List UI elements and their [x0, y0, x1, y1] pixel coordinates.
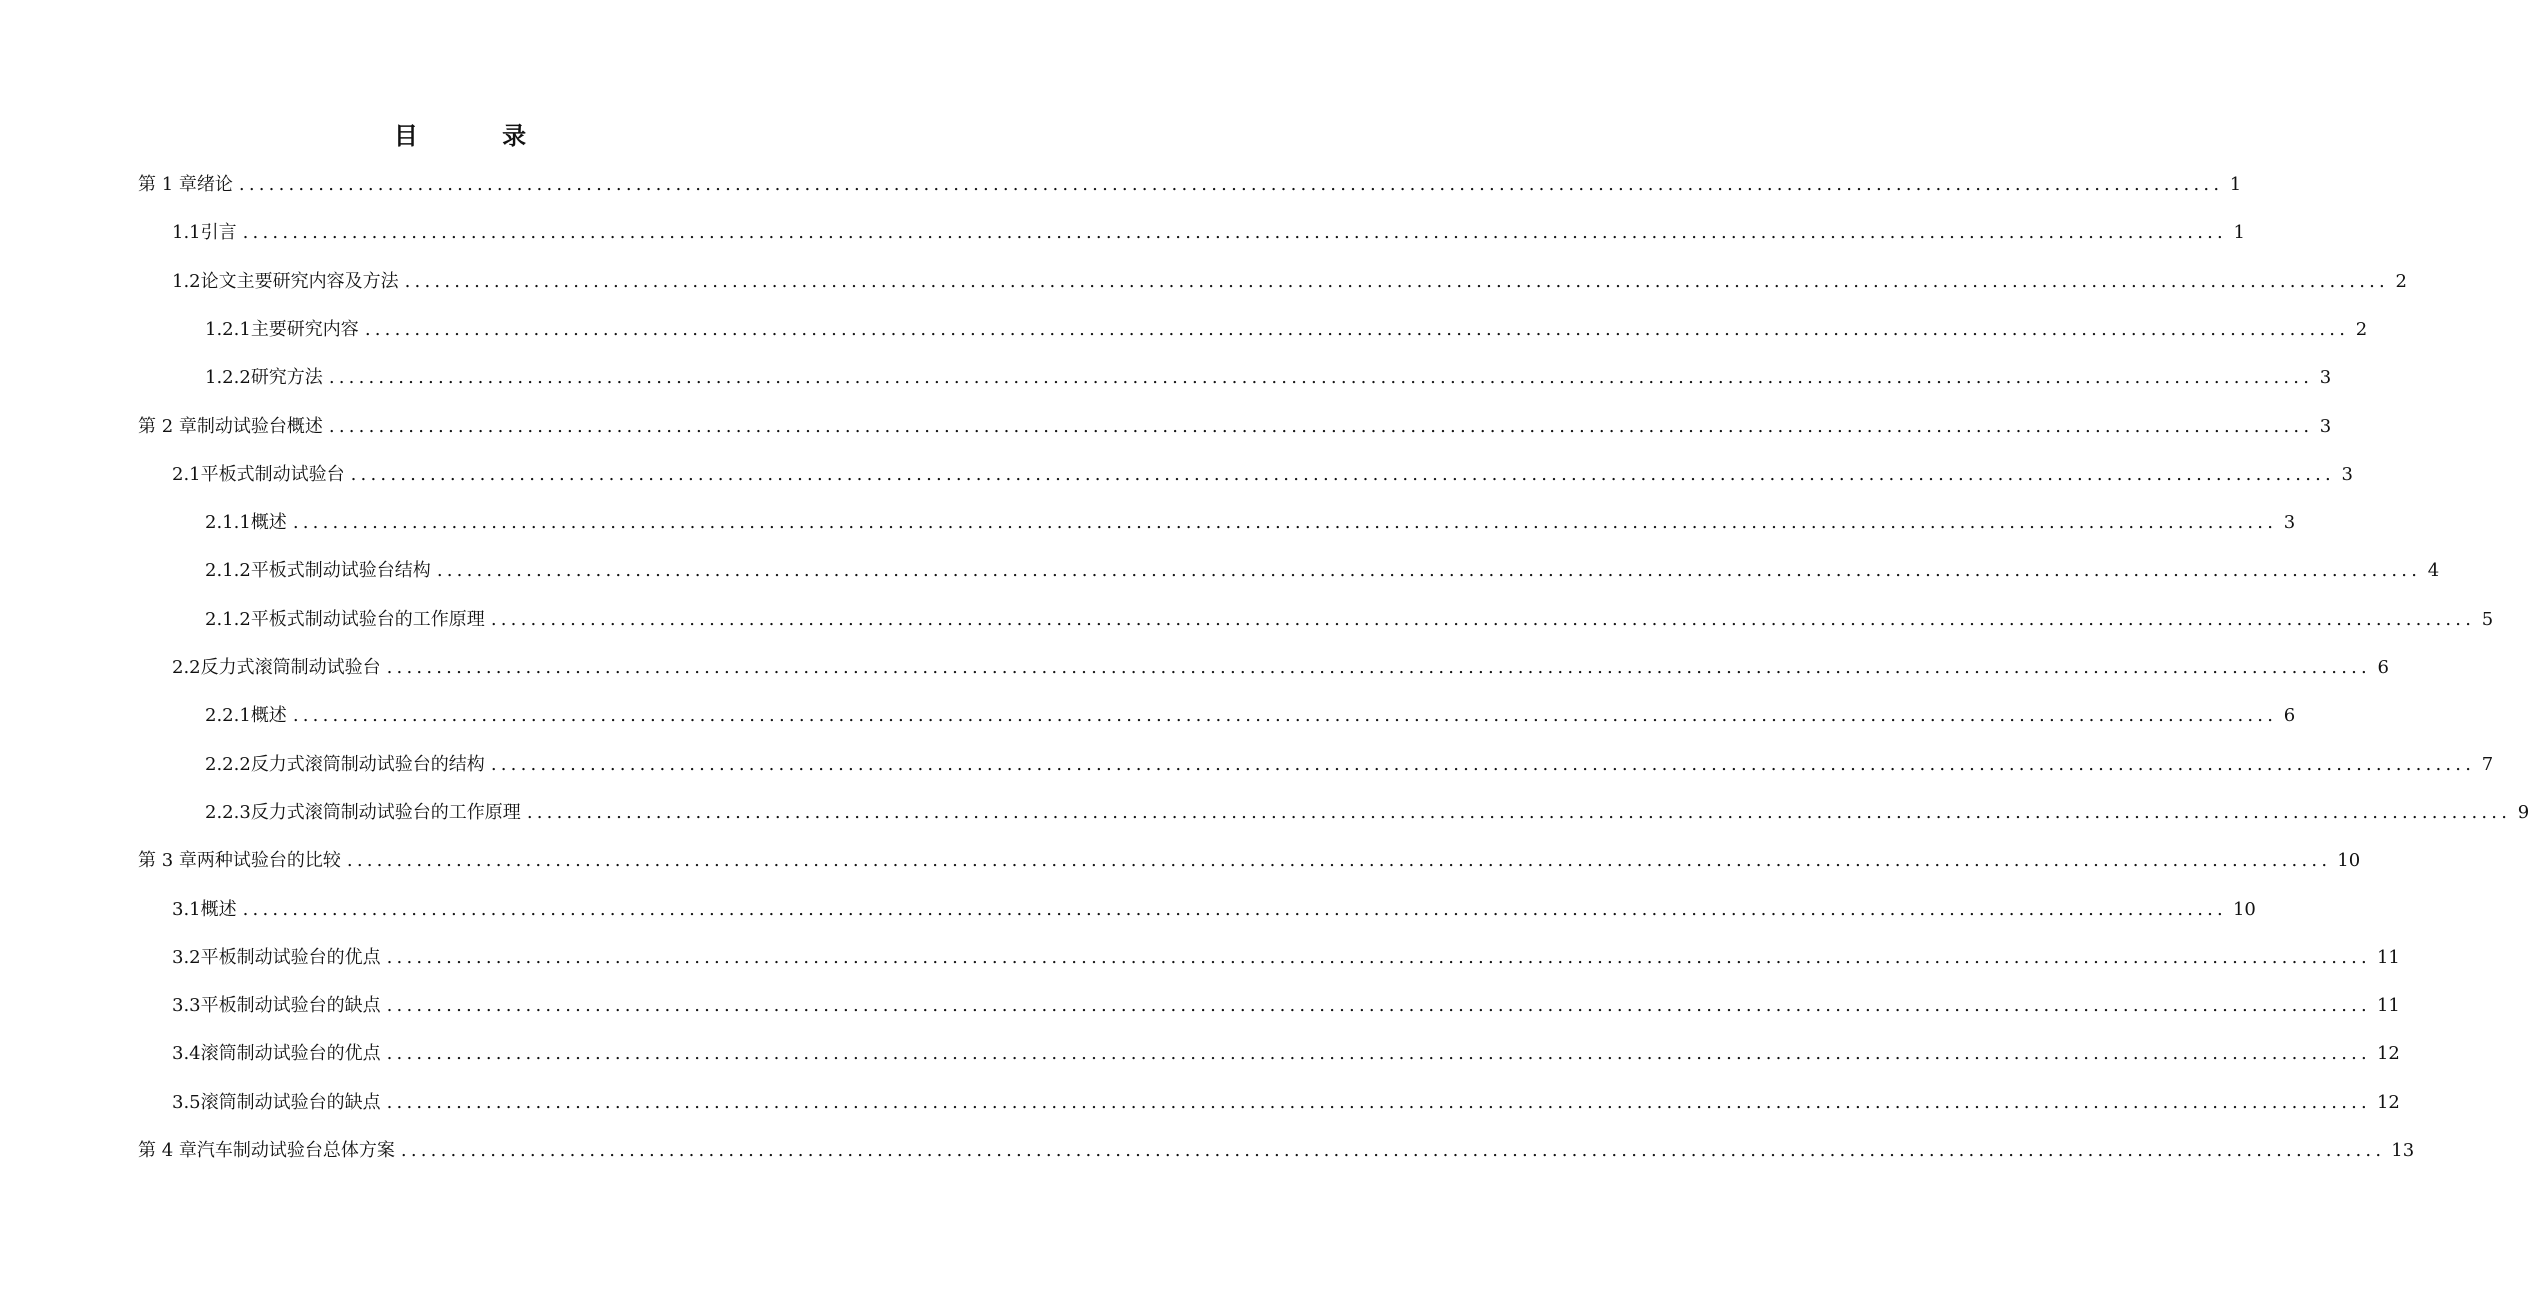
- toc-entry-title: 绪论: [196, 174, 233, 195]
- toc-page-number: 3: [2319, 415, 2332, 437]
- toc-entry-number: 第 4 章: [138, 1140, 197, 1161]
- toc-page-number: 1: [2233, 222, 2245, 244]
- toc-page-number: 12: [2376, 1043, 2400, 1065]
- toc-entry-number: 2.2.1: [205, 705, 251, 727]
- toc-entry[interactable]: [205, 598, 2494, 642]
- toc-entry[interactable]: [172, 936, 2400, 980]
- toc-leader-dots: ........................................................................................................................................................................................................: [436, 560, 2422, 582]
- toc-entry-title: 引言: [200, 222, 237, 244]
- toc-entry[interactable]: [138, 1129, 2415, 1173]
- toc-entry-title: 平板制动试验台的缺点: [200, 995, 381, 1017]
- toc-leader-dots: ........................................................................................................................................................................................................: [292, 705, 2278, 727]
- toc-entry-number: 1.1: [172, 222, 201, 244]
- toc-entry-number: 1.2.1: [205, 318, 251, 340]
- toc-leader-dots: ........................................................................................................................................................................................................: [386, 946, 2371, 968]
- toc-entry-title: 研究方法: [250, 367, 323, 389]
- toc-entry-number: 1.2.2: [205, 367, 251, 389]
- toc-page-number: 6: [2377, 657, 2389, 678]
- toc-entry-number: 2.1.2: [205, 560, 251, 582]
- toc-entry-number: 第 3 章: [138, 850, 197, 872]
- toc-entry-title: 反力式滚筒制动试验台的结构: [250, 753, 485, 775]
- toc-leader-dots: ........................................................................................................................................................................................................: [328, 367, 2314, 389]
- toc-page-number: 3: [2341, 463, 2353, 485]
- toc-leader-dots: ........................................................................................................................................................................................................: [364, 318, 2350, 340]
- toc-entry-title: 反力式滚筒制动试验台的工作原理: [250, 801, 521, 823]
- toc-entry[interactable]: [138, 839, 2361, 883]
- toc-entry-number: 3.2: [172, 946, 201, 968]
- toc-entry-title: 平板式制动试验台: [200, 463, 345, 485]
- toc-entry[interactable]: [205, 501, 2296, 545]
- toc-entry[interactable]: [172, 453, 2353, 497]
- toc-leader-dots: ........................................................................................................................................................................................................: [292, 512, 2278, 534]
- page-title: 目 录: [393, 122, 565, 150]
- toc-page-number: 1: [2229, 174, 2242, 195]
- toc-page-number: 2: [2395, 270, 2407, 292]
- toc-entry-number: 第 1 章: [138, 174, 197, 195]
- toc-page-number: 6: [2283, 705, 2296, 727]
- toc-leader-dots: ........................................................................................................................................................................................................: [242, 222, 2227, 244]
- toc-entry[interactable]: [138, 405, 2332, 449]
- toc-page-number: 11: [2376, 946, 2400, 968]
- toc-page-number: 3: [2283, 512, 2296, 534]
- toc-entry-title: 概述: [250, 705, 287, 727]
- toc-entry[interactable]: [205, 791, 2529, 835]
- toc-entry-title: 滚筒制动试验台的缺点: [200, 1091, 381, 1113]
- toc-entry-number: 2.2: [172, 657, 201, 678]
- toc-entry-number: 第 2 章: [138, 415, 197, 437]
- toc-entry-number: 2.2.3: [205, 801, 251, 823]
- toc-leader-dots: ........................................................................................................................................................................................................: [526, 801, 2512, 823]
- toc-entry-number: 2.2.2: [205, 753, 251, 775]
- toc-page-number: 9: [2517, 801, 2529, 823]
- toc-leader-dots: ........................................................................................................................................................................................................: [490, 753, 2476, 775]
- toc-leader-dots: ........................................................................................................................................................................................................: [404, 270, 2389, 292]
- toc-page-number: 13: [2391, 1140, 2415, 1161]
- toc-page-number: 10: [2232, 898, 2256, 920]
- toc-page-number: 3: [2319, 367, 2332, 389]
- toc-page-number: 12: [2376, 1091, 2400, 1113]
- toc-entry[interactable]: [205, 549, 2440, 593]
- toc-entry-number: 2.1.1: [205, 512, 251, 534]
- toc-entry-number: 1.2: [172, 270, 201, 292]
- toc-leader-dots: ........................................................................................................................................................................................................: [386, 657, 2371, 678]
- toc-page-number: 10: [2337, 850, 2361, 872]
- toc-entry[interactable]: [172, 646, 2389, 690]
- toc-page-number: 2: [2355, 318, 2368, 340]
- toc-entry-number: 3.5: [172, 1091, 201, 1113]
- toc-entry-title: 概述: [250, 512, 287, 534]
- toc-entry[interactable]: [172, 888, 2256, 932]
- toc-entry[interactable]: [205, 694, 2296, 738]
- toc-entry-title: 平板式制动试验台的工作原理: [250, 608, 485, 630]
- toc-page-number: 11: [2376, 995, 2400, 1017]
- toc-page-number: 4: [2427, 560, 2440, 582]
- toc-entry[interactable]: [172, 211, 2245, 255]
- toc-page-number: 7: [2481, 753, 2494, 775]
- toc-entry-title: 平板式制动试验台结构: [250, 560, 431, 582]
- toc-leader-dots: ........................................................................................................................................................................................................: [238, 174, 2224, 195]
- toc-entry[interactable]: [205, 356, 2332, 400]
- toc-page-number: 5: [2481, 608, 2494, 630]
- toc-entry-number: 2.1: [172, 463, 201, 485]
- toc-entry[interactable]: [172, 260, 2407, 304]
- toc-entry[interactable]: [138, 163, 2242, 207]
- toc-leader-dots: ........................................................................................................................................................................................................: [242, 898, 2227, 920]
- toc-entry-title: 平板制动试验台的优点: [200, 946, 381, 968]
- toc-entry[interactable]: [172, 1032, 2400, 1076]
- toc-leader-dots: ........................................................................................................................................................................................................: [490, 608, 2476, 630]
- toc-entry-title: 反力式滚筒制动试验台: [200, 657, 381, 678]
- toc-leader-dots: ........................................................................................................................................................................................................: [328, 415, 2314, 437]
- toc-entry-title: 汽车制动试验台总体方案: [196, 1140, 395, 1161]
- toc-entry-number: 2.1.2: [205, 608, 251, 630]
- toc-entry-title: 主要研究内容: [250, 318, 359, 340]
- toc-entry-number: 3.3: [172, 995, 201, 1017]
- toc-entry[interactable]: [205, 743, 2494, 787]
- toc-leader-dots: ........................................................................................................................................................................................................: [386, 1091, 2371, 1113]
- toc-entry[interactable]: [172, 1081, 2400, 1125]
- toc-leader-dots: ........................................................................................................................................................................................................: [346, 850, 2332, 872]
- toc-entry[interactable]: [205, 308, 2368, 352]
- toc-entry-title: 两种试验台的比较: [196, 850, 341, 872]
- toc-entry[interactable]: [172, 984, 2400, 1028]
- toc-entry-title: 论文主要研究内容及方法: [200, 270, 399, 292]
- toc-entry-number: 3.1: [172, 898, 201, 920]
- toc-entry-title: 制动试验台概述: [196, 415, 323, 437]
- toc-entry-title: 滚筒制动试验台的优点: [200, 1043, 381, 1065]
- toc-leader-dots: ........................................................................................................................................................................................................: [350, 463, 2335, 485]
- toc-entry-number: 3.4: [172, 1043, 201, 1065]
- toc-entry-title: 概述: [200, 898, 237, 920]
- toc-leader-dots: ........................................................................................................................................................................................................: [386, 995, 2371, 1017]
- toc-leader-dots: ........................................................................................................................................................................................................: [400, 1140, 2386, 1161]
- toc-leader-dots: ........................................................................................................................................................................................................: [386, 1043, 2371, 1065]
